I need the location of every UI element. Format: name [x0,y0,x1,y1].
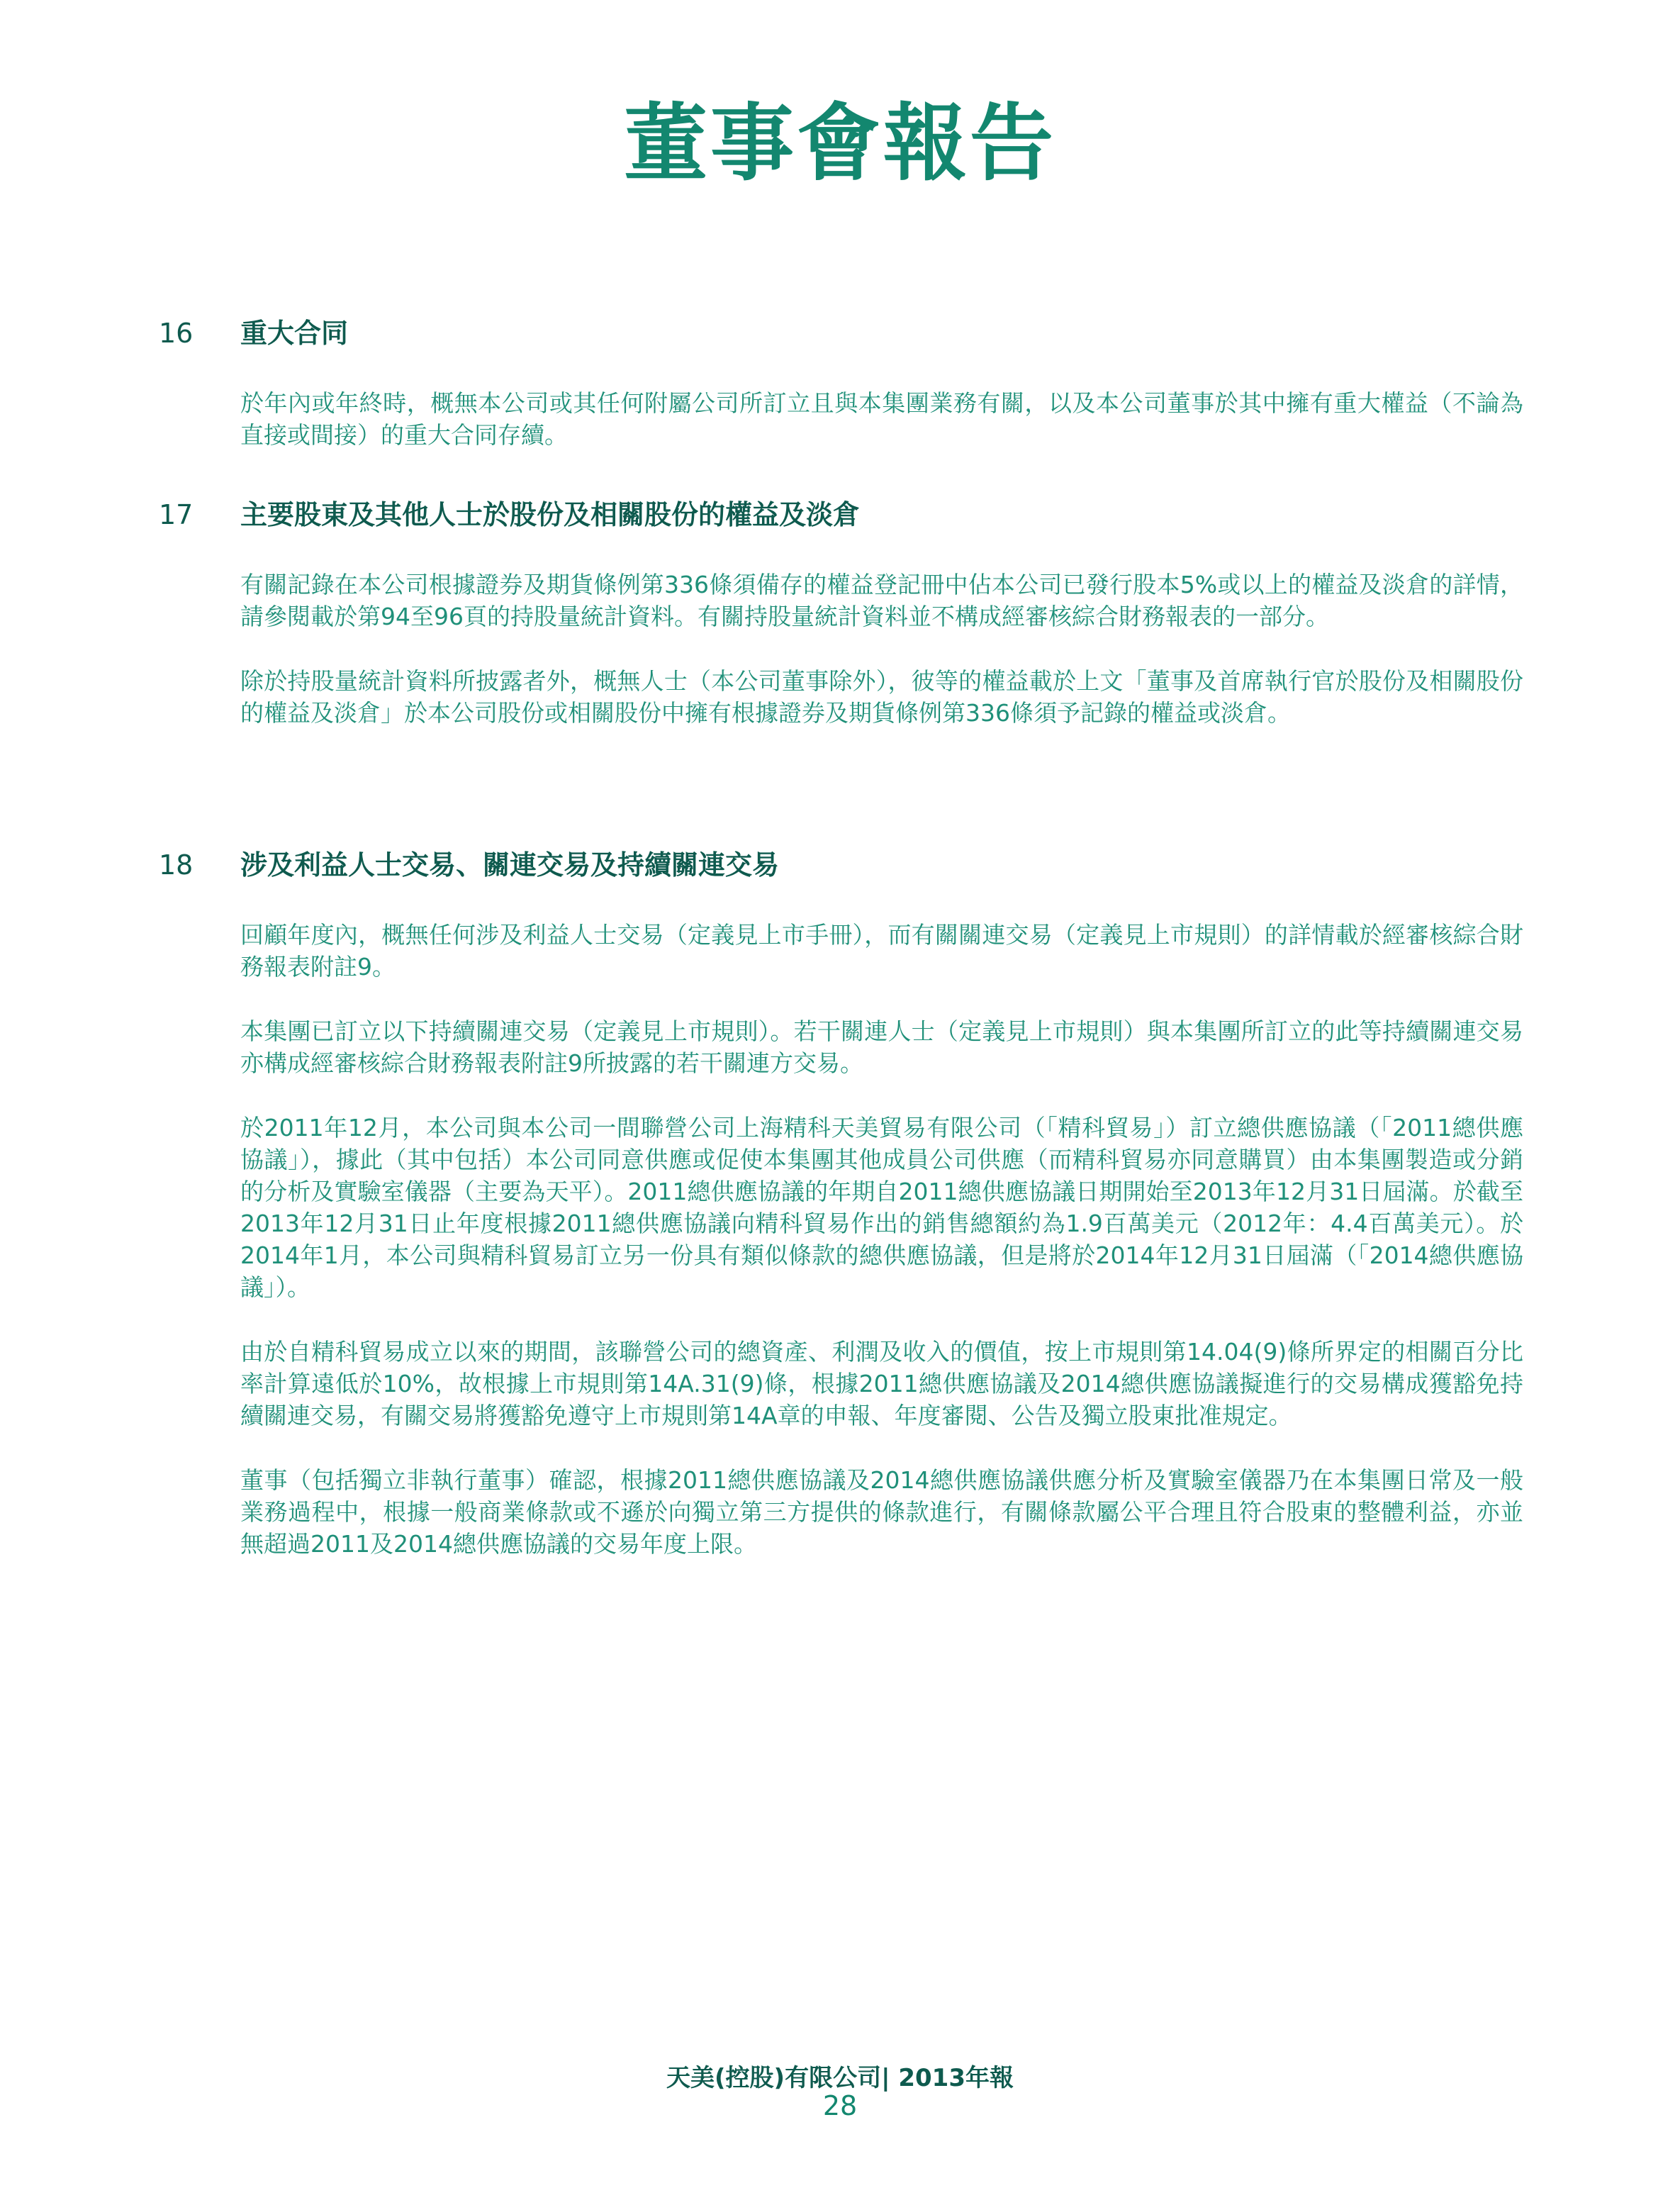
section-title: 主要股東及其他人士於股份及相關股份的權益及淡倉 [240,499,861,530]
page-title: 董事會報告 [623,94,1056,192]
section-heading [159,499,1527,532]
page-number: 28 [822,2090,858,2121]
section-heading [159,318,1527,350]
section-title: 重大合同 [240,318,349,349]
section-number: 18 [159,849,194,881]
paragraph: 於2011年12月，本公司與本公司一間聯營公司上海精科天美貿易有限公司（「精科貿易」）訂立總供應協議（「2011總供應協議」），據此（其中包括）本公司同意供應或促使本集團其他成員公司供應（而精科貿易亦同意購買）由本集團製造或分銷的分析及實驗室儀器（主要為天平）。2011總供應協議的年期自2011總供應協議日期開始至2013年12月31日屆滿。於截至2013年12月31日止年度根據2011總供應協議向精科貿易作出的銷售總額約為1.9百萬美元（2012年：4.4百萬美元）。於2014年1月，本公司與精科貿易訂立另一份具有類似條款的總供應協議，但是將於2014年12月31日屆滿（「2014總供應協議」）。 [240,1113,1523,1301]
paragraph: 回顧年度內，概無任何涉及利益人士交易（定義見上市手冊），而有關關連交易（定義見上市規則）的詳情載於經審核綜合財務報表附註9。 [240,920,1523,981]
section-18 [159,849,1527,1560]
footer-company: 天美(控股)有限公司| 2013年報 [666,2064,1014,2092]
paragraph: 由於自精科貿易成立以來的期間，該聯營公司的總資產、利潤及收入的價值，按上市規則第14.04(9)條所界定的相關百分比率計算遠低於10%，故根據上市規則第14A.31(9)條，根據2011總供應協議及2014總供應協議擬進行的交易構成獲豁免持續關連交易，有關交易將獲豁免遵守上市規則第14A章的申報、年度審閱、公告及獨立股東批准規定。 [240,1337,1523,1429]
paragraph: 本集團已訂立以下持續關連交易（定義見上市規則）。若干關連人士（定義見上市規則）與本集團所訂立的此等持續關連交易亦構成經審核綜合財務報表附註9所披露的若干關連方交易。 [240,1017,1523,1077]
section-title: 涉及利益人士交易、關連交易及持續關連交易 [240,849,780,881]
section-number: 16 [159,318,194,349]
section-heading [159,849,1527,882]
section-16 [159,318,1527,451]
paragraph: 有關記錄在本公司根據證券及期貨條例第336條須備存的權益登記冊中佔本公司已發行股本5%或以上的權益及淡倉的詳情，請參閱載於第94至96頁的持股量統計資料。有關持股量統計資料並不構成經審核綜合財務報表的一部分。 [240,570,1523,630]
paragraph: 董事（包括獨立非執行董事）確認，根據2011總供應協議及2014總供應協議供應分析及實驗室儀器乃在本集團日常及一般業務過程中，根據一般商業條款或不遜於向獨立第三方提供的條款進行，有關條款屬公平合理且符合股東的整體利益，亦並無超過2011及2014總供應協議的交易年度上限。 [240,1466,1523,1558]
paragraph: 於年內或年終時，概無本公司或其任何附屬公司所訂立且與本集團業務有關，以及本公司董事於其中擁有重大權益（不論為直接或間接）的重大合同存續。 [240,389,1523,449]
paragraph: 除於持股量統計資料所披露者外，概無人士（本公司董事除外），彼等的權益載於上文「董事及首席執行官於股份及相關股份的權益及淡倉」於本公司股份或相關股份中擁有根據證券及期貨條例第336條須予記錄的權益或淡倉。 [240,666,1523,727]
section-number: 17 [159,499,194,530]
section-17 [159,499,1527,729]
